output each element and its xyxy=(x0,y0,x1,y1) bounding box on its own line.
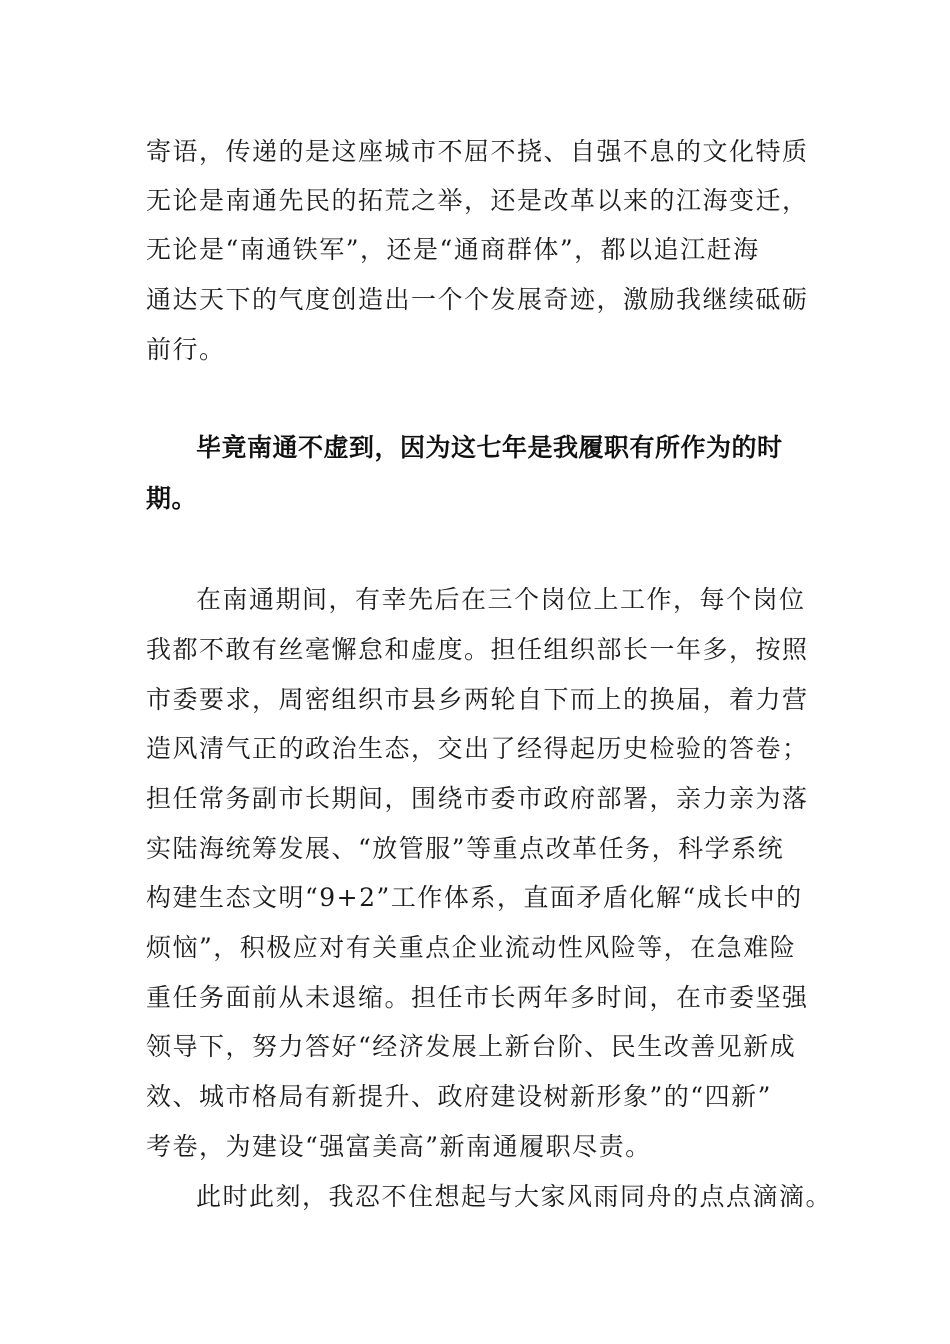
section-heading-line-2: 期。 xyxy=(146,484,198,513)
paragraph2-line-6: 实陆海统筹发展、“放管服”等重点改革任务，科学系统 xyxy=(146,834,785,863)
paragraph2-line-5: 担任常务副市长期间，围绕市委市政府部署，亲力亲为落 xyxy=(146,784,809,813)
paragraph2-line-11: 效、城市格局有新提升、政府建设树新形象”的“四新” xyxy=(146,1082,772,1111)
paragraph1-line-1: 寄语，传递的是这座城市不屈不挠、自强不息的文化特质 xyxy=(146,137,809,166)
paragraph2-line-12: 考卷，为建设“强富美高”新南通履职尽责。 xyxy=(146,1132,652,1161)
paragraph2-line-1: 在南通期间，有幸先后在三个岗位上工作，每个岗位 xyxy=(196,585,806,614)
paragraph3-line-1: 此时此刻，我忍不住想起与大家风雨同舟的点点滴滴。 xyxy=(196,1182,833,1211)
paragraph1-line-2: 无论是南通先民的拓荒之举，还是改革以来的江海变迁， xyxy=(146,186,809,215)
paragraph1-line-4: 通达天下的气度创造出一个个发展奇迹，激励我继续砥砺 xyxy=(146,285,809,314)
section-heading-line-1: 毕竟南通不虚到，因为这七年是我履职有所作为的时 xyxy=(196,433,783,462)
paragraph2-line-9: 重任务面前从未退缩。担任市长两年多时间，在市委坚强 xyxy=(146,983,809,1012)
paragraph2-line-8: 烦恼”，积极应对有关重点企业流动性风险等，在急难险 xyxy=(146,933,797,962)
paragraph2-line-3: 市委要求，周密组织市县乡两轮自下而上的换届，着力营 xyxy=(146,685,809,714)
paragraph1-line-5: 前行。 xyxy=(146,335,226,364)
paragraph2-line-2: 我都不敢有丝毫懈怠和虚度。担任组织部长一年多，按照 xyxy=(146,635,809,664)
paragraph2-line-10: 领导下，努力答好“经济发展上新台阶、民生改善见新成 xyxy=(146,1032,797,1061)
paragraph2-line-7: 构建生态文明“9+2”工作体系，直面矛盾化解“成长中的 xyxy=(146,883,803,912)
paragraph2-line-4: 造风清气正的政治生态，交出了经得起历史检验的答卷； xyxy=(146,734,809,763)
paragraph1-line-3: 无论是“南通铁军”，还是“通商群体”，都以追江赶海 xyxy=(146,235,760,264)
